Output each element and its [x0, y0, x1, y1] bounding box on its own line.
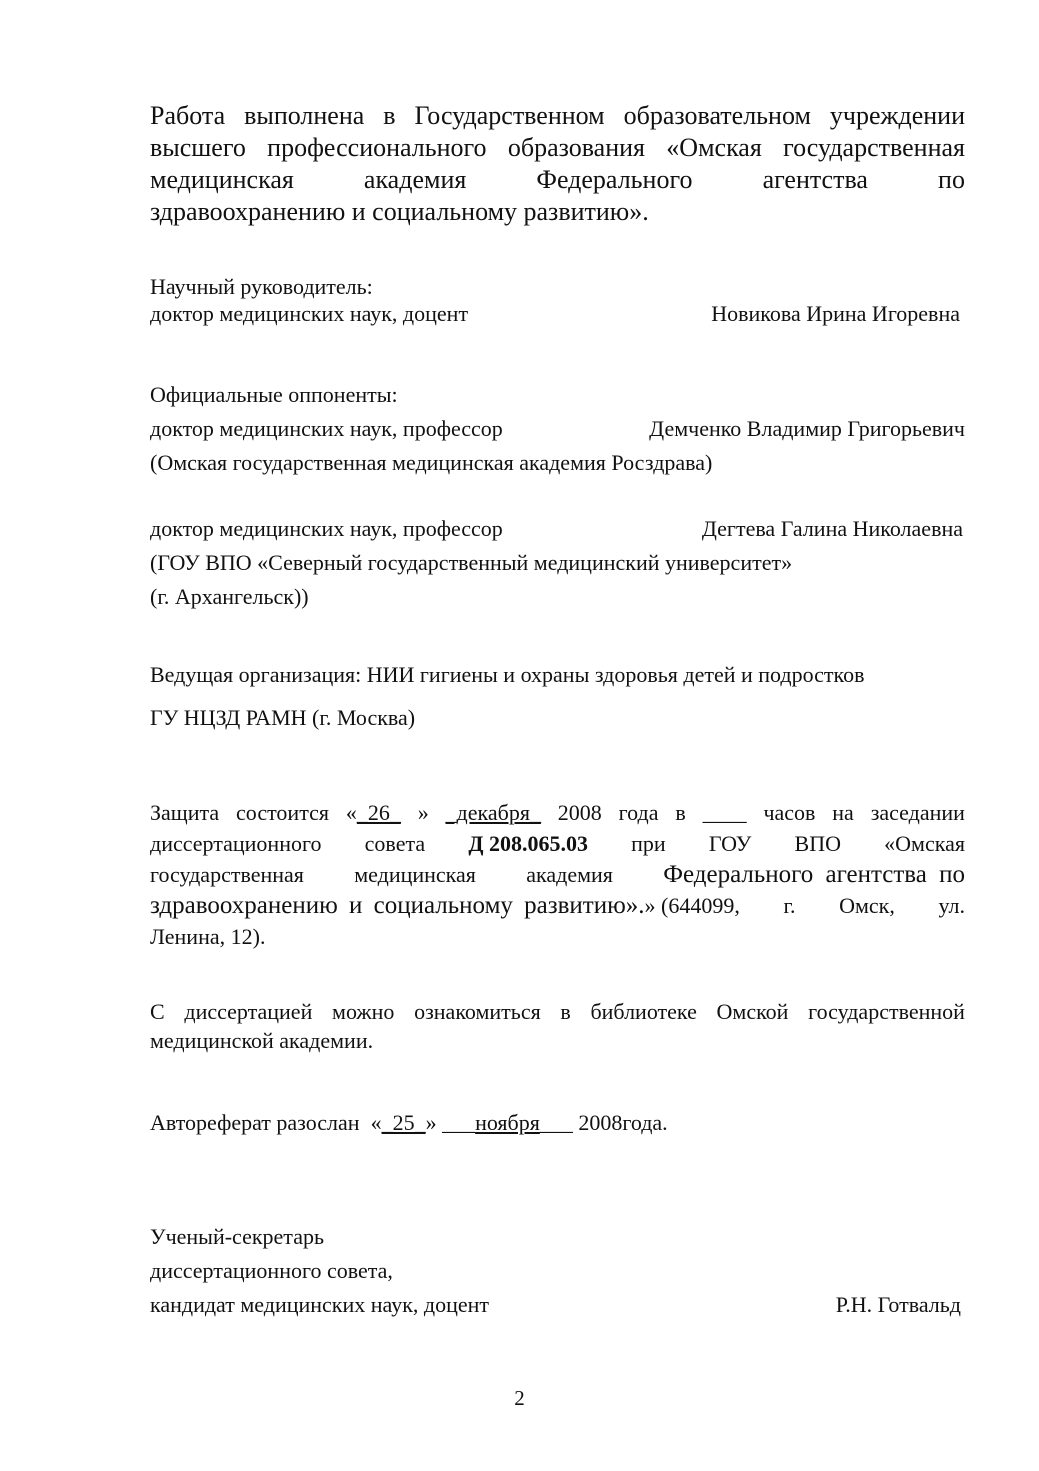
defense-word: ГОУ: [708, 831, 752, 856]
secretary-line-2: диссертационного совета,: [150, 1258, 393, 1283]
intro-word: Федерального: [536, 165, 693, 194]
opponent-2-title: доктор медицинских наук, профессор: [150, 516, 503, 541]
library-word: С: [150, 999, 165, 1024]
opponents-heading: Официальные оппоненты:: [150, 382, 398, 407]
intro-paragraph: [150, 100, 965, 228]
defense-date: [346, 797, 401, 828]
supervisor-heading: Научный руководитель:: [150, 274, 373, 299]
library-word: библиотеке: [590, 999, 697, 1024]
secretary-line-1: Ученый-секретарь: [150, 1224, 324, 1249]
defense-word: на: [832, 800, 854, 825]
intro-line-2: высшего профессионального образования «Омская государственная: [150, 133, 965, 162]
library-word: можно: [332, 999, 395, 1024]
defense-word: часов: [763, 800, 816, 825]
opponent-2-affiliation-line-2: (г. Архангельск)): [150, 584, 309, 609]
defense-word: академия: [526, 862, 613, 887]
leading-organization-line-1: Ведущая организация: НИИ гигиены и охраны здоровья детей и подростков: [150, 662, 865, 687]
defense-word: г.: [783, 893, 796, 918]
defense-word: заседании: [870, 800, 965, 825]
defense-word: в: [675, 800, 686, 825]
abstract-sent-line: [150, 1108, 965, 1138]
intro-word: академия: [363, 165, 467, 194]
abstract-prefix: Автореферат разослан «: [150, 1110, 382, 1135]
opponent-2-name: Дегтева Галина Николаевна: [701, 516, 963, 541]
library-word: Омской: [716, 999, 789, 1024]
supervisor-name: Новикова Ирина Игоревна: [711, 301, 960, 326]
abstract-suffix: ___ 2008года.: [539, 1110, 668, 1135]
library-word: диссертацией: [184, 999, 313, 1024]
opponent-2-affiliation-line-1: (ГОУ ВПО «Северный государственный медицинский университет»: [150, 550, 793, 575]
defense-line-3: [150, 859, 965, 890]
abstract-day: _25_: [381, 1110, 426, 1135]
defense-quote-close: »: [417, 800, 429, 825]
defense-word: состоится: [236, 800, 329, 825]
library-line-2: медицинской академии.: [150, 1028, 374, 1053]
defense-word: ВПО: [794, 831, 841, 856]
defense-year: 2008: [557, 800, 602, 825]
defense-agency-text-2: здравоохранению и социальному развитию».: [150, 892, 645, 919]
intro-line-3: [150, 164, 965, 196]
defense-word: «Омская: [884, 831, 965, 856]
defense-line-1: [150, 797, 965, 828]
defense-word: диссертационного: [150, 831, 322, 856]
defense-line-5: Ленина, 12).: [150, 924, 266, 949]
defense-word: ул.: [938, 893, 965, 918]
intro-line-1: Работа выполнена в Государственном образовательном учреждении: [150, 101, 965, 130]
defense-word: при: [631, 831, 666, 856]
defense-word: совета: [364, 831, 426, 856]
library-line-1: [150, 997, 965, 1026]
opponent-1-affiliation: (Омская государственная медицинская академия Росздрава): [150, 450, 713, 475]
defense-line-4: [150, 890, 965, 921]
defense-agency-text: Федерального агентства по: [663, 861, 965, 888]
leading-organization-line-2: ГУ НЦЗД РАМН (г. Москва): [150, 705, 416, 730]
defense-word: государственная: [150, 862, 304, 887]
library-word: в: [560, 999, 571, 1024]
abstract-month: ноября: [475, 1110, 540, 1135]
defense-word: года: [618, 800, 659, 825]
defense-hour-blank: ____: [702, 800, 747, 825]
library-word: ознакомиться: [414, 999, 541, 1024]
defense-postcode: » (644099,: [644, 893, 740, 918]
defense-agency-end: [150, 890, 740, 921]
defense-month: _декабря_: [445, 800, 541, 825]
defense-word: Защита: [150, 800, 220, 825]
library-paragraph: [150, 997, 965, 1055]
intro-line-4: здравоохранению и социальному развитию».: [150, 197, 649, 226]
intro-word: медицинская: [150, 165, 294, 194]
supervisor-title: доктор медицинских наук, доцент: [150, 301, 469, 326]
library-word: государственной: [808, 999, 965, 1024]
secretary-line-3: кандидат медицинских наук, доцент: [150, 1292, 490, 1317]
defense-paragraph: [150, 797, 965, 952]
intro-word: агентства: [762, 165, 868, 194]
abstract-mid: » ___: [425, 1110, 476, 1135]
opponent-1-name: Демченко Владимир Григорьевич: [649, 416, 965, 441]
council-code: Д 208.065.03: [468, 831, 588, 856]
defense-word: Омск,: [839, 893, 895, 918]
defense-word: медицинская: [354, 862, 476, 887]
secretary-name: Р.Н. Готвальд: [835, 1292, 961, 1317]
opponent-1-title: доктор медицинских наук, профессор: [150, 416, 503, 441]
intro-word: по: [938, 165, 965, 194]
defense-quote-open: «: [345, 800, 357, 825]
page-number: 2: [514, 1386, 525, 1410]
defense-day: _26_: [356, 800, 401, 825]
defense-line-2: [150, 828, 965, 859]
